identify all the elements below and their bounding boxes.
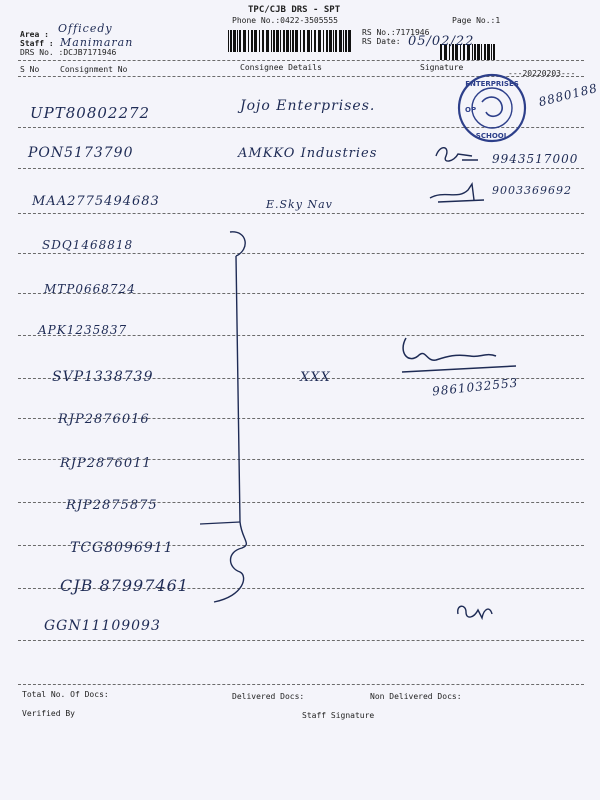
barcode-bar (487, 44, 490, 60)
barcode-bar (295, 30, 298, 52)
rs-date (362, 37, 401, 46)
total-docs-label: Total No. Of Docs: (22, 690, 109, 699)
barcode-bar (286, 30, 289, 52)
drs-value: DCJB7171946 (63, 48, 117, 57)
barcode-bar (290, 30, 291, 52)
consignment-number: RJP2875875 (66, 498, 158, 513)
barcode-bar (259, 30, 260, 52)
barcode-bar (266, 30, 269, 52)
barcode-bar (323, 30, 324, 52)
barcode-bar (254, 30, 257, 52)
delivered-docs-label: Delivered Docs: (232, 692, 305, 701)
consignment-number: APK1235837 (38, 323, 128, 337)
consignment-number: SVP1338739 (52, 369, 154, 385)
barcode-bar (271, 30, 272, 52)
barcode-bar (493, 44, 495, 60)
barcode-bar (233, 30, 236, 52)
signature-phone: 9943517000 (492, 152, 579, 166)
column-header-signature: Signature (420, 63, 464, 72)
rs-no-label: RS No.: (362, 28, 396, 37)
consignment-number: CJB 87997461 (60, 576, 189, 595)
barcode-bar (262, 30, 264, 52)
barcode-bar (276, 30, 279, 52)
page-value: 1 (495, 16, 501, 25)
page-label: Page No.: (452, 16, 496, 25)
drs-label: DRS No. : (20, 48, 64, 57)
table-row (18, 168, 584, 169)
bracket-brace (200, 222, 270, 612)
barcode-bar (239, 30, 241, 52)
staff-label: Staff : (20, 39, 54, 48)
signature-scribble (428, 180, 488, 206)
rs-no-value: 7171946 (395, 28, 430, 37)
rs-date-label: RS Date: (362, 37, 401, 46)
consignment-number: RJP2876016 (58, 412, 150, 427)
barcode-bar (326, 30, 328, 52)
rs-date-value: 05/02/22 (408, 34, 475, 49)
column-header-consignment: Consignment No (60, 65, 128, 74)
barcode-bar (292, 30, 294, 52)
svg-text:SCHOOL: SCHOOL (475, 132, 509, 140)
divider (18, 60, 584, 61)
consignment-number: MTP0668724 (44, 282, 136, 296)
non-delivered-docs-label: Non Delivered Docs: (370, 692, 462, 701)
table-row (18, 640, 584, 641)
signature-scribble (452, 600, 496, 624)
consignment-number: RJP2876011 (60, 456, 152, 471)
barcode-bar (333, 30, 334, 52)
consignment-number: TCG8096911 (70, 540, 174, 556)
column-header-consignee: Consignee Details (240, 63, 322, 72)
phone-line (232, 16, 338, 25)
barcode-bar (237, 30, 238, 52)
verified-by-label: Verified By (22, 709, 75, 718)
barcode-bar (283, 30, 285, 52)
column-header-sno: S No (20, 65, 40, 74)
consignment-number: SDQ1468818 (42, 238, 134, 252)
barcode-bar (248, 30, 249, 52)
staff-value: Manimaran (60, 36, 134, 49)
barcode-bar (303, 30, 305, 52)
barcode-bar (307, 30, 310, 52)
barcode-bar (311, 30, 312, 52)
barcode-bar (335, 30, 337, 52)
signature-phone: 9861032553 (431, 375, 519, 399)
barcode-bar (484, 44, 486, 60)
barcode (228, 30, 354, 52)
barcode-bar (343, 30, 344, 52)
barcode-bar (329, 30, 332, 52)
barcode-bar (318, 30, 321, 52)
area-value: Officedy (58, 22, 113, 35)
consignment-number: MAA2775494683 (32, 194, 160, 209)
svg-text:ENTERPRISES: ENTERPRISES (465, 80, 519, 88)
barcode-bar (481, 44, 482, 60)
consignee-name: E.Sky Nav (266, 198, 333, 211)
barcode-bar (348, 30, 351, 52)
phone-value: 0422-3505555 (280, 16, 338, 25)
phone-label: Phone No.: (232, 16, 281, 25)
barcode-bar (230, 30, 232, 52)
barcode-bar (339, 30, 342, 52)
page-number (452, 16, 500, 25)
signature-scribble (432, 142, 482, 166)
barcode-bar (228, 30, 229, 52)
svg-text:OP: OP (465, 106, 477, 114)
consignment-number: GGN11109093 (44, 618, 161, 634)
consignee-name: Jojo Enterprises. (240, 98, 376, 114)
barcode-bar (273, 30, 275, 52)
consignment-number: PON5173790 (28, 145, 134, 161)
signature-phone: 9003369692 (492, 184, 572, 197)
barcode-bar (243, 30, 246, 52)
company-stamp (456, 72, 528, 144)
barcode-bar (300, 30, 301, 52)
barcode-bar (314, 30, 316, 52)
divider (18, 684, 584, 685)
barcode-bar (345, 30, 347, 52)
consignee-name: AMKKO Industries (238, 146, 378, 161)
consignee-name: XXX (300, 370, 331, 385)
signature-scribble (396, 330, 526, 376)
barcode-bar (491, 44, 492, 60)
barcode-bar (280, 30, 281, 52)
sheet-title: TPC/CJB DRS - SPT (248, 5, 341, 15)
barcode-bar (251, 30, 253, 52)
table-row (18, 213, 584, 214)
drs-number (20, 48, 116, 57)
consignment-number: UPT80802272 (30, 104, 151, 122)
table-row (18, 253, 584, 254)
signature-phone: 8880188 (537, 80, 600, 110)
staff-signature-label: Staff Signature (302, 711, 375, 720)
date-stamp: ---20220203--- (508, 69, 576, 78)
area-label: Area : (20, 30, 49, 39)
barcode-bar (477, 44, 480, 60)
